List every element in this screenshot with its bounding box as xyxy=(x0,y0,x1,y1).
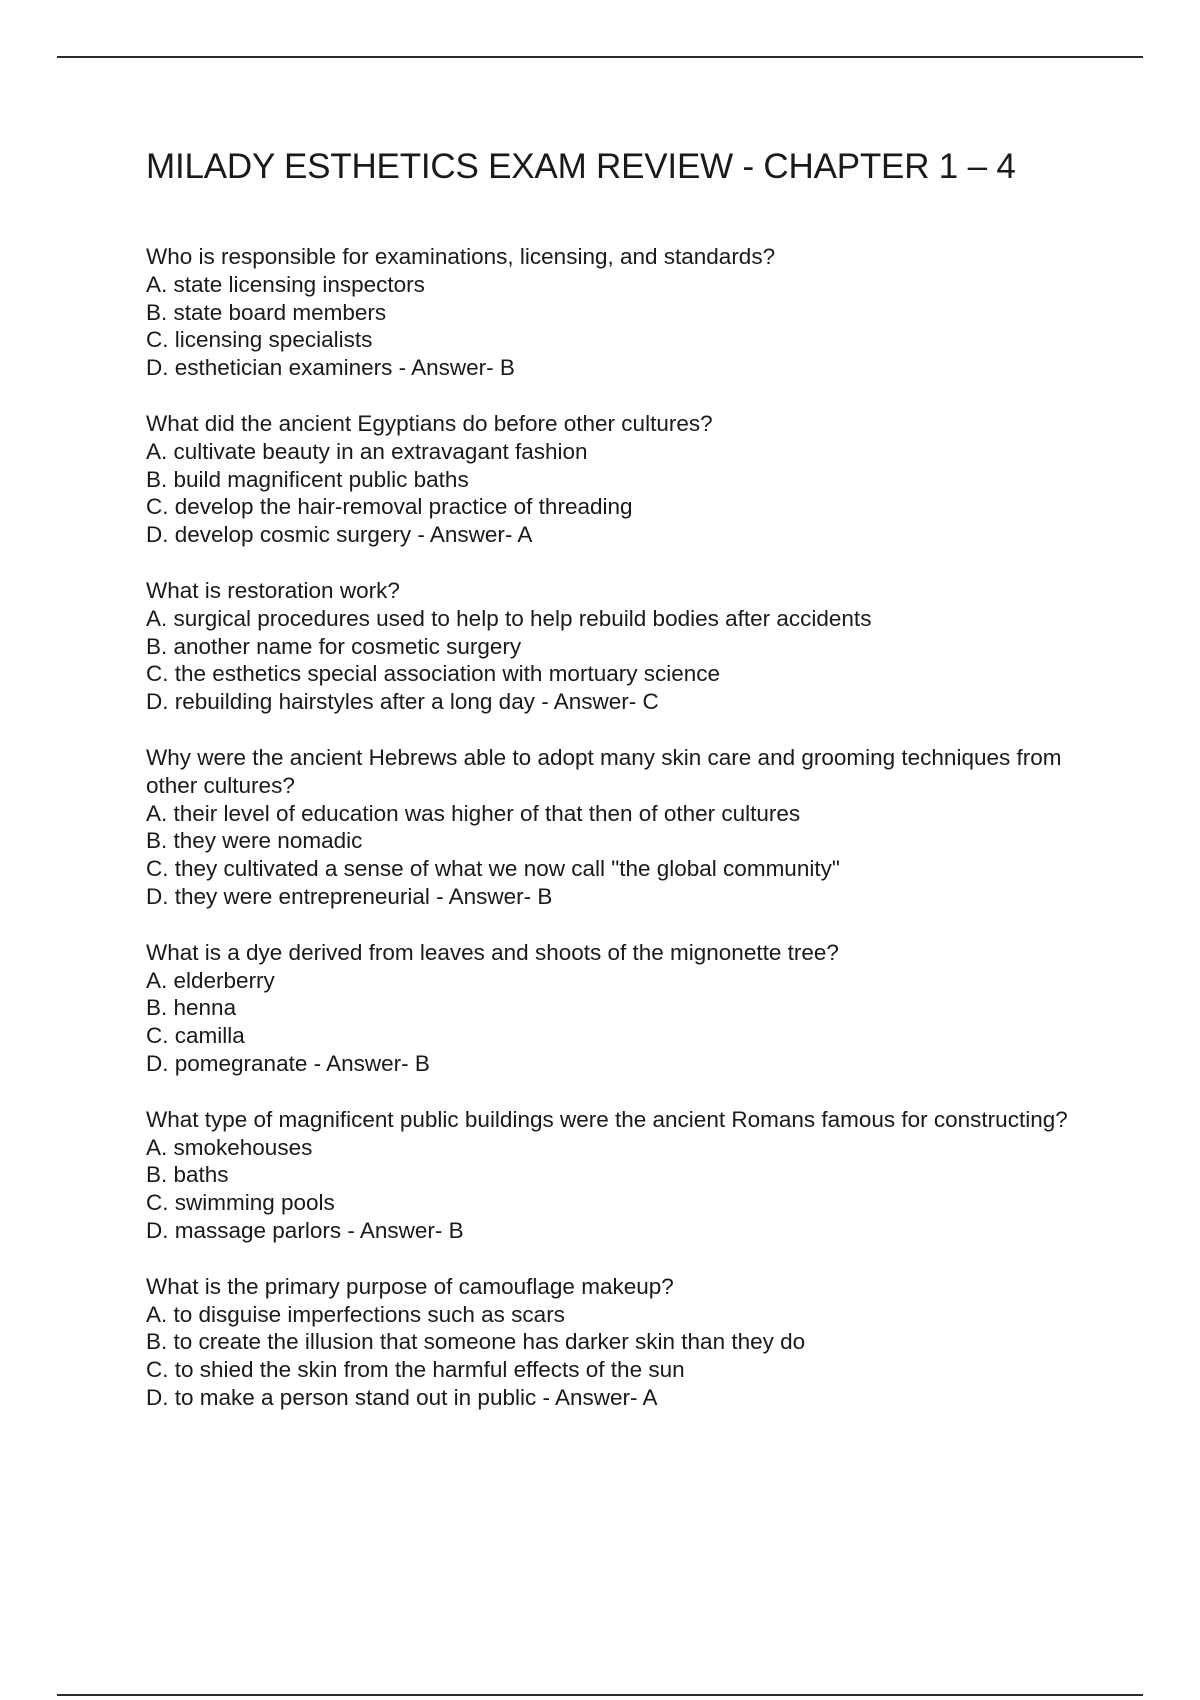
option-a: A. their level of education was higher of that then of other cultures xyxy=(146,800,801,826)
question-block xyxy=(146,1273,1106,1412)
question-block xyxy=(146,1106,1106,1245)
option-d-with-answer: D. rebuilding hairstyles after a long day - Answer- C xyxy=(146,689,659,715)
page-title: MILADY ESTHETICS EXAM REVIEW - CHAPTER 1 – 4 xyxy=(146,147,1016,186)
option-d-with-answer: D. develop cosmic surgery - Answer- A xyxy=(146,522,533,548)
option-a: A. elderberry xyxy=(146,967,275,993)
question-text: What is the primary purpose of camouflage makeup? xyxy=(146,1273,674,1299)
question-block xyxy=(146,243,1106,382)
question-block xyxy=(146,410,1106,549)
option-c: C. the esthetics special association with mortuary science xyxy=(146,661,721,687)
question-text: What is a dye derived from leaves and shoots of the mignonette tree? xyxy=(146,939,839,965)
question-text: Why were the ancient Hebrews able to adopt many skin care and grooming techniques from other cultures? xyxy=(146,744,1062,798)
option-c: C. licensing specialists xyxy=(146,327,373,353)
option-c: C. swimming pools xyxy=(146,1190,335,1216)
question-block xyxy=(146,939,1106,1078)
option-a: A. cultivate beauty in an extravagant fashion xyxy=(146,438,588,464)
option-b: B. build magnificent public baths xyxy=(146,466,469,492)
option-d-with-answer: D. pomegranate - Answer- B xyxy=(146,1050,430,1076)
question-block xyxy=(146,744,1106,911)
option-b: B. to create the illusion that someone has darker skin than they do xyxy=(146,1329,806,1355)
question-text: What did the ancient Egyptians do before other cultures? xyxy=(146,410,713,436)
option-b: B. another name for cosmetic surgery xyxy=(146,633,522,659)
option-b: B. baths xyxy=(146,1162,229,1188)
document-body xyxy=(146,143,1106,1440)
option-b: B. they were nomadic xyxy=(146,828,363,854)
option-a: A. to disguise imperfections such as scars xyxy=(146,1301,565,1327)
option-c: C. develop the hair-removal practice of threading xyxy=(146,494,633,520)
option-d-with-answer: D. to make a person stand out in public - Answer- A xyxy=(146,1384,658,1410)
option-a: A. smokehouses xyxy=(146,1134,313,1160)
option-c: C. they cultivated a sense of what we now call "the global community" xyxy=(146,856,840,882)
option-b: B. henna xyxy=(146,995,237,1021)
question-text: What is restoration work? xyxy=(146,577,400,603)
bottom-divider xyxy=(57,1694,1143,1696)
question-block xyxy=(146,577,1106,716)
question-list xyxy=(146,243,1106,1412)
top-divider xyxy=(57,56,1143,58)
option-a: A. state licensing inspectors xyxy=(146,271,425,297)
option-c: C. to shied the skin from the harmful effects of the sun xyxy=(146,1357,685,1383)
question-text: What type of magnificent public buildings were the ancient Romans famous for constructing? xyxy=(146,1106,1068,1132)
question-text: Who is responsible for examinations, licensing, and standards? xyxy=(146,244,776,269)
option-d-with-answer: D. esthetician examiners - Answer- B xyxy=(146,355,515,381)
option-a: A. surgical procedures used to help to help rebuild bodies after accidents xyxy=(146,605,872,631)
option-d-with-answer: D. massage parlors - Answer- B xyxy=(146,1217,464,1243)
option-d-with-answer: D. they were entrepreneurial - Answer- B xyxy=(146,883,553,909)
option-c: C. camilla xyxy=(146,1023,245,1049)
option-b: B. state board members xyxy=(146,299,387,325)
